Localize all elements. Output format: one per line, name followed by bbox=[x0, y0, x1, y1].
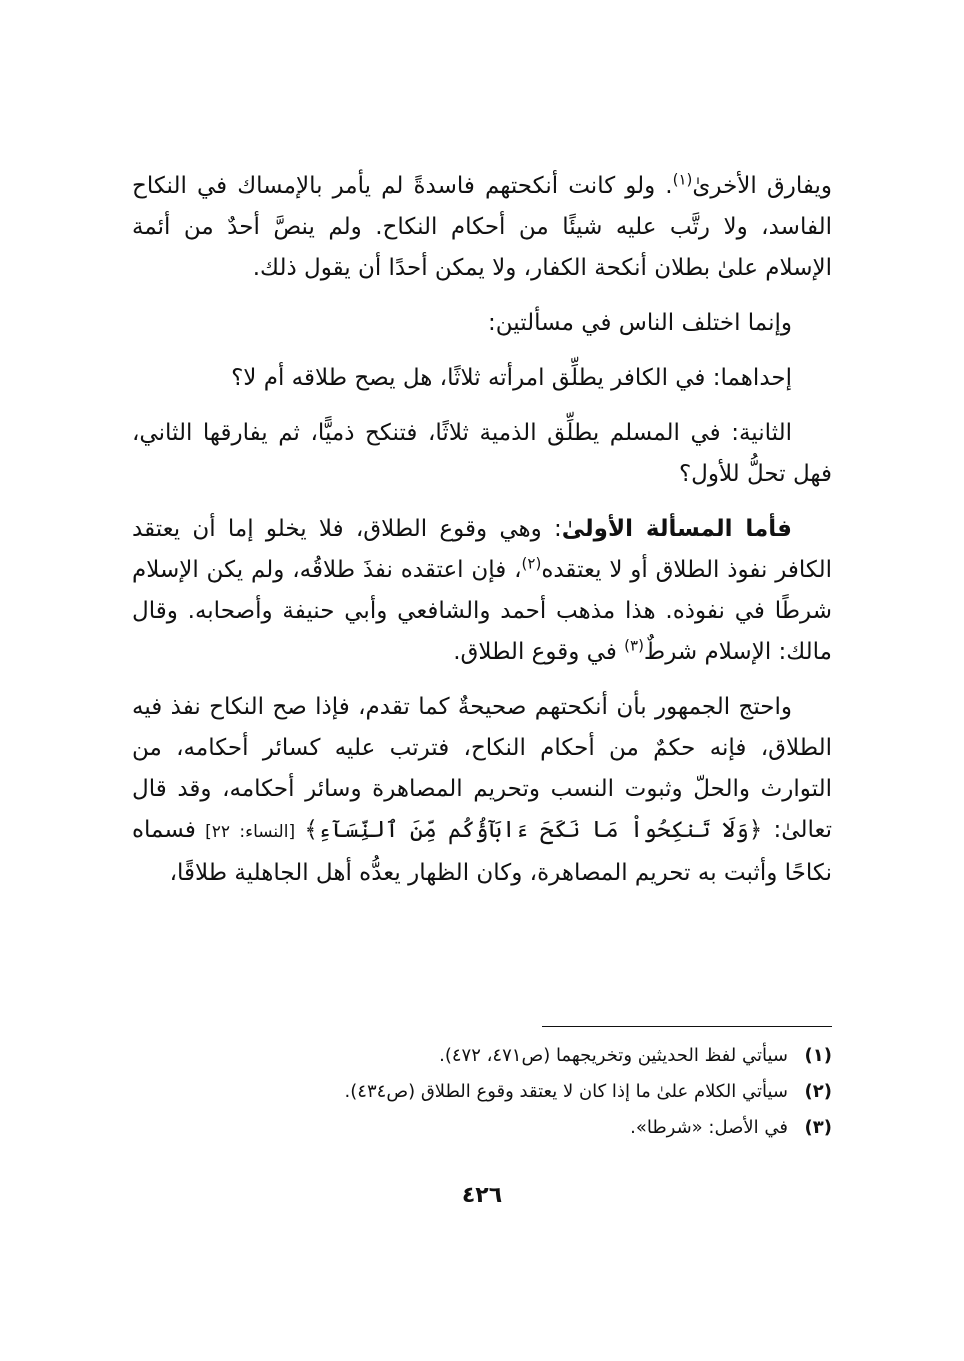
verse-reference: [النساء: ٢٢] bbox=[195, 822, 305, 842]
footnote-2 bbox=[132, 1076, 832, 1108]
paragraph-6-text-a: واحتج الجمهور بأن أنكحتهم صحيحةٌ كما تقدم، فإذا صح النكاح نفذ فيه الطلاق، فإنه حكمٌ من أحكام النكاح، فترتب عليه كسائر أحكامه، من التوارث والحلّ وثبوت النسب وتحريم المصاهرة وسائر أحكامه، وقد قال تعالىٰ: bbox=[132, 694, 832, 843]
paragraph-5-text-c: في وقوع الطلاق. bbox=[453, 639, 625, 665]
paragraph-6-text-b: فسماه نكاحًا وأثبت به تحريم المصاهرة، وكان الظهار يعدُّه أهل الجاهلية طلاقًا، bbox=[132, 817, 832, 886]
footnote-3 bbox=[132, 1112, 832, 1144]
paragraph-1-text-b: . ولو كانت أنكحتهم فاسدةً لم يأمر بالإمساك في النكاح الفاسد، ولا رتَّب عليه شيئًا من أحكام النكاح. ولم ينصَّ أحدٌ من أئمة الإسلام علىٰ بطلان أنكحة الكفار، ولا يمكن أحدًا أن يقول ذلك. bbox=[132, 173, 832, 281]
footnote-ref-3[interactable]: (٣) bbox=[624, 636, 644, 655]
section-heading: فأما المسألة الأولىٰ bbox=[561, 516, 792, 542]
footnote-number: (١) bbox=[804, 1045, 832, 1066]
paragraph-2: وإنما اختلف الناس في مسألتين: bbox=[488, 310, 792, 336]
paragraph-5-text-a: : وهي وقوع الطلاق، فلا يخلو إما أن يعتقد الكافر نفوذ الطلاق أو لا يعتقده bbox=[132, 516, 833, 583]
footnote-ref-2[interactable]: (٢) bbox=[521, 554, 542, 573]
paragraph-5-text-b: ، فإن اعتقده نفذَ طلاقُه، ولم يكن الإسلام شرطًا في نفوذه. هذا مذهب أحمد والشافعي وأبي حنيفة وأصحابه. وقال مالك: الإسلام شرطٌ bbox=[132, 557, 832, 665]
footnote-1 bbox=[132, 1040, 832, 1072]
paragraph-1-text-a: ويفارق الأخرىٰ bbox=[692, 173, 832, 199]
footnotes bbox=[132, 1040, 832, 1148]
footnote-number: (٢) bbox=[804, 1081, 832, 1102]
paragraph-3: إحداهما: في الكافر يطلِّق امرأته ثلاثًا، هل يصح طلاقه أم لا؟ bbox=[231, 365, 792, 391]
quran-verse: ﴿وَلَا تَنكِحُواْ مَا نَكَحَ ءَابَآؤُكُم مِّنَ ٱلنِّسَآءِ﴾ bbox=[304, 817, 763, 843]
paragraph-6 bbox=[132, 687, 832, 894]
paragraph-1 bbox=[132, 166, 832, 289]
page-number: ٤٢٦ bbox=[461, 1183, 503, 1208]
paragraph-4: الثانية: في المسلم يطلِّق الذمية ثلاثًا، فتنكح ذميًّا، ثم يفارقها الثاني، فهل تحلُّ للأول؟ bbox=[132, 420, 832, 487]
footnote-text: سيأتي لفظ الحديثين وتخريجهما (ص٤٧١، ٤٧٢). bbox=[439, 1045, 788, 1066]
footnote-text: سيأتي الكلام علىٰ ما إذا كان لا يعتقد وقوع الطلاق (ص٤٣٤). bbox=[344, 1081, 788, 1102]
footnote-text: في الأصل: «شرطا». bbox=[630, 1117, 788, 1138]
footnote-number: (٣) bbox=[804, 1117, 832, 1138]
paragraph-5 bbox=[132, 509, 832, 673]
footnote-separator bbox=[542, 1026, 832, 1027]
footnote-ref-1[interactable]: (١) bbox=[672, 170, 693, 189]
main-text bbox=[132, 166, 832, 908]
